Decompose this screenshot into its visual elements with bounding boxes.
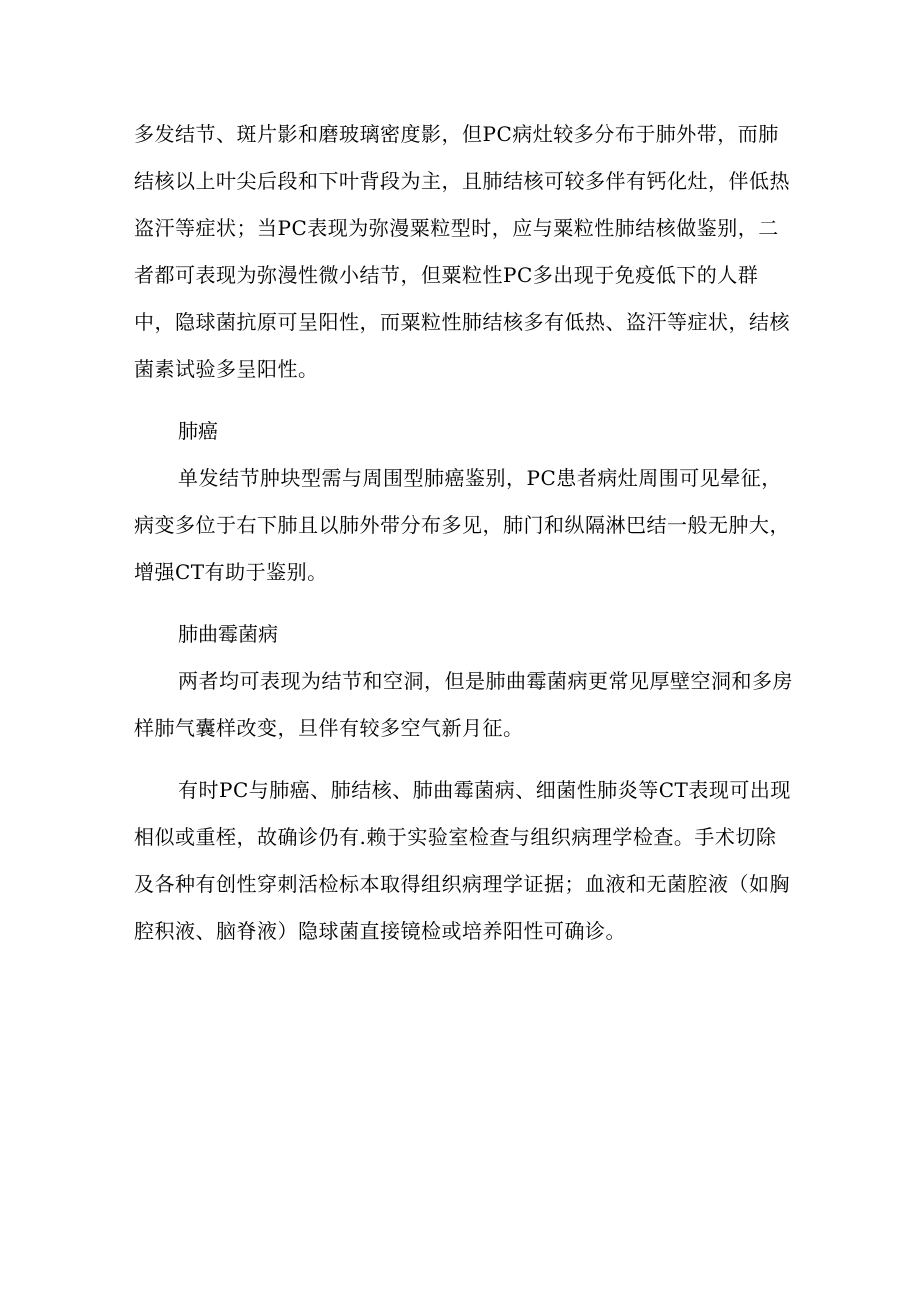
document-body: [134, 111, 794, 955]
heading-aspergillosis: 肺曲霉菌病: [178, 622, 278, 646]
paragraph-intro: 多发结节、斑片影和磨玻璃密度影，但PC病灶较多分布于肺外带，而肺结核以上叶尖后段和下叶背段为主，且肺结核可较多伴有钙化灶，伴低热盗汗等症状；当PC表现为弥漫粟粒型时，应与粟粒性肺结核做鉴别，二者都可表现为弥漫性微小结节，但粟粒性PC多出现于免疫低下的人群中，隐球菌抗原可呈阳性，而粟粒性肺结核多有低热、盗汗等症状，结核菌素试验多呈阳性。: [134, 122, 790, 381]
paragraph-aspergillosis: 两者均可表现为结节和空洞，但是肺曲霉菌病更常见厚壁空洞和多房样肺气囊样改变，旦伴有较多空气新月征。: [134, 669, 793, 740]
paragraph-lung-cancer: 单发结节肿块型需与周围型肺癌鉴别，PC患者病灶周围可见晕征，病变多位于右下肺且以肺外带分布多见，肺门和纵隔淋巴结一般无肿大，增强CT有助于鉴别。: [134, 466, 790, 584]
paragraph-conclusion: 有时PC与肺癌、肺结核、肺曲霉菌病、细菌性肺炎等CT表现可出现相似或重桎，故确诊仍有.赖于实验室检查与组织病理学检查。手术切除及各种有创性穿刺活检标本取得组织病理学证据；血液和无菌腔液（如胸腔积液、脑脊液）隐球菌直接镜检或培养阳性可确诊。: [134, 778, 791, 943]
heading-lung-cancer: 肺癌: [178, 419, 218, 443]
